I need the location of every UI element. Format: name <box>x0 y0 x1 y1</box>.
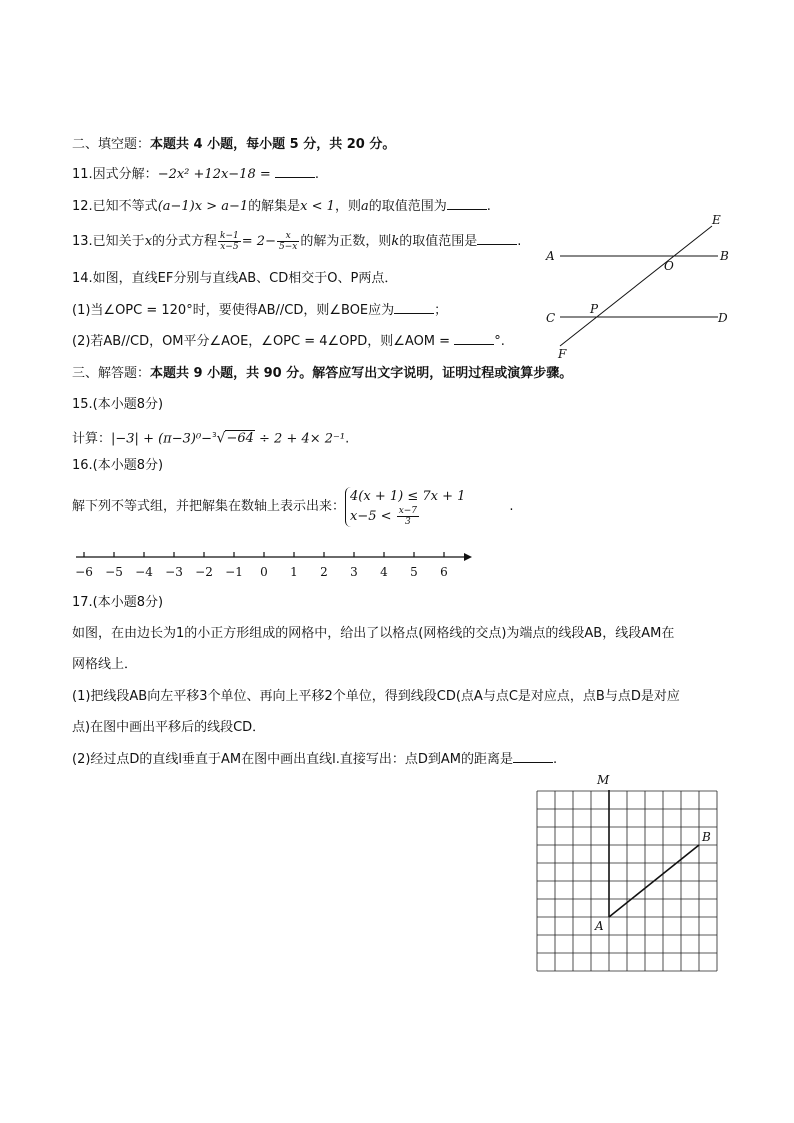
q17-l5-text: (2)经过点D的直线l垂直于AM在图中画出直线l.直接写出：点D到AM的距离是 <box>72 752 514 767</box>
number-line-tick-label: 2 <box>320 565 328 579</box>
q13-var: x <box>144 234 153 249</box>
figure-14 <box>540 210 740 360</box>
number-line-tick-label: 0 <box>260 565 268 579</box>
q13-mid2: 的解为正数，则 <box>300 234 392 249</box>
q11-end: . <box>314 167 320 182</box>
question-17-line4: 点)在图中画出平移后的线段CD． <box>72 720 266 735</box>
q13-f1-den: x−5 <box>220 242 239 252</box>
number-line-arrow <box>464 553 472 561</box>
q15-expr-b: ÷ 2 + 4× 2⁻¹ <box>259 431 346 447</box>
label-B: B <box>720 249 729 263</box>
q13-mid3: 的取值范围是 <box>399 234 478 249</box>
question-17-line3: (1)把线段AB向左平移3个单位、再向上平移2个单位，得到线段CD(点A与点C是对应点，点B与点D是对应 <box>72 689 680 704</box>
label-O: O <box>664 259 674 273</box>
number-line-tick-label: 3 <box>350 565 358 579</box>
q12-expr1: (a−1)x > a−1 <box>157 199 249 214</box>
q13-f2-den: 5−x <box>278 242 298 252</box>
question-15: 计算：|−3| + (π−3)⁰−$^3$√−64 ÷ 2 + 4× 2⁻¹. <box>72 430 350 447</box>
number-line-tick-label: 1 <box>290 565 298 579</box>
label-A: A <box>546 249 555 263</box>
question-17-line1: 如图，在由边长为1的小正方形组成的网格中，给出了以格点(网格线的交点)为端点的线段AB，线段AM在 <box>72 626 675 641</box>
q12-mid3: 的取值范围为 <box>368 199 447 214</box>
number-line-tick-label: 4 <box>380 565 388 579</box>
q17-l5-end: . <box>553 752 558 767</box>
number-line-tick-label: −2 <box>195 565 213 579</box>
q16-f-den: 3 <box>404 517 411 527</box>
grid-label-B: B <box>702 830 711 844</box>
q13-fraction-1 <box>218 231 241 252</box>
q14-p2-blank[interactable] <box>454 332 494 345</box>
number-line-tick-label: −6 <box>75 565 93 579</box>
question-12 <box>72 197 491 216</box>
q13-f1-num: k−1 <box>220 231 239 241</box>
label-C: C <box>546 311 556 325</box>
q16-ineq1: 4(x + 1) ≤ 7x + 1 <box>350 489 466 504</box>
q12-end: . <box>486 199 491 214</box>
q13-end: . <box>517 234 522 249</box>
q13-mid1: 的分式方程 <box>152 234 218 249</box>
grid-figure <box>520 770 730 980</box>
question-11 <box>72 165 319 184</box>
section3-heading <box>72 365 572 383</box>
q13-eq: = 2− <box>241 234 276 249</box>
question-17-head: 17.(本小题8分) <box>72 595 164 610</box>
label-F: F <box>558 347 567 361</box>
grid-label-M: M <box>597 773 610 787</box>
section3-title-b: 本题共 9 小题，共 90 分。解答应写出文字说明，证明过程或演算步骤。 <box>150 366 573 381</box>
q15-radicand: −64 <box>226 431 254 447</box>
q12-answer-blank[interactable] <box>447 197 487 210</box>
q16-fraction <box>397 506 419 527</box>
line-ef <box>560 226 712 346</box>
q17-answer-blank[interactable] <box>513 750 553 763</box>
q16-text: 解下列不等式组，并把解集在数轴上表示出来： <box>72 499 346 514</box>
q16-end: . <box>509 499 514 514</box>
grid-label-A: A <box>595 919 604 933</box>
q16-f-num: x−7 <box>398 506 418 516</box>
number-line <box>70 548 480 584</box>
section3-title-a: 三、解答题： <box>72 366 151 381</box>
q12-mid1: 的解集是 <box>248 199 301 214</box>
q16-system <box>345 487 465 527</box>
q12-prefix: 12.已知不等式 <box>72 199 158 214</box>
q13-fraction-2 <box>277 231 299 252</box>
q11-prefix: 11.因式分解： <box>72 167 158 182</box>
question-16-head: 16.(本小题8分) <box>72 458 164 473</box>
q14-p1-end: ； <box>434 303 448 318</box>
q13-var2: k <box>391 234 400 249</box>
q12-mid2: ，则 <box>334 199 361 214</box>
q14-p2-end: °. <box>494 334 505 349</box>
q16-ineq2: x−5 < <box>350 509 392 524</box>
q15-end: . <box>345 431 350 447</box>
question-14-part2 <box>72 332 505 351</box>
q13-prefix: 13.已知关于 <box>72 234 145 249</box>
q13-f2-num: x <box>277 231 299 242</box>
q14-p2-text: (2)若AB//CD，OM平分∠AOE，∠OPC = 4∠OPD，则∠AOM = <box>72 334 451 349</box>
label-E: E <box>712 213 721 227</box>
q12-expr2: x < 1 <box>300 199 335 214</box>
number-line-tick-label: −4 <box>135 565 153 579</box>
number-line-tick-label: 5 <box>410 565 418 579</box>
question-14-intro: 14.如图，直线EF分别与直线AB、CD相交于O、P两点． <box>72 271 398 286</box>
q11-expression: −2x² +12x−18 = <box>157 167 271 182</box>
q14-p1-text: (1)当∠OPC = 120°时，要使得AB//CD，则∠BOE应为 <box>72 303 395 318</box>
section2-title-a: 二、填空题： <box>72 137 151 152</box>
number-line-tick-label: −3 <box>165 565 183 579</box>
question-17-line2: 网格线上． <box>72 657 138 672</box>
q15-root-index: 3 <box>212 431 217 439</box>
label-P: P <box>590 302 599 316</box>
question-16 <box>72 487 514 527</box>
q11-answer-blank[interactable] <box>275 165 315 178</box>
section2-title-b: 本题共 4 小题，每小题 5 分，共 20 分。 <box>150 137 396 152</box>
question-15-head: 15.(本小题8分) <box>72 397 164 412</box>
section2-heading <box>72 136 395 154</box>
number-line-tick-label: −5 <box>105 565 123 579</box>
question-17-line5 <box>72 750 557 769</box>
q14-p1-blank[interactable] <box>394 301 434 314</box>
number-line-tick-label: −1 <box>225 565 243 579</box>
q15-prefix: 计算： <box>72 431 112 447</box>
question-13 <box>72 231 521 252</box>
q13-answer-blank[interactable] <box>477 232 517 245</box>
label-D: D <box>718 311 728 325</box>
q12-var: a <box>360 199 369 214</box>
number-line-tick-label: 6 <box>440 565 448 579</box>
q15-expr-a: |−3| + (π−3)⁰− <box>111 431 213 447</box>
question-14-part1 <box>72 301 447 320</box>
